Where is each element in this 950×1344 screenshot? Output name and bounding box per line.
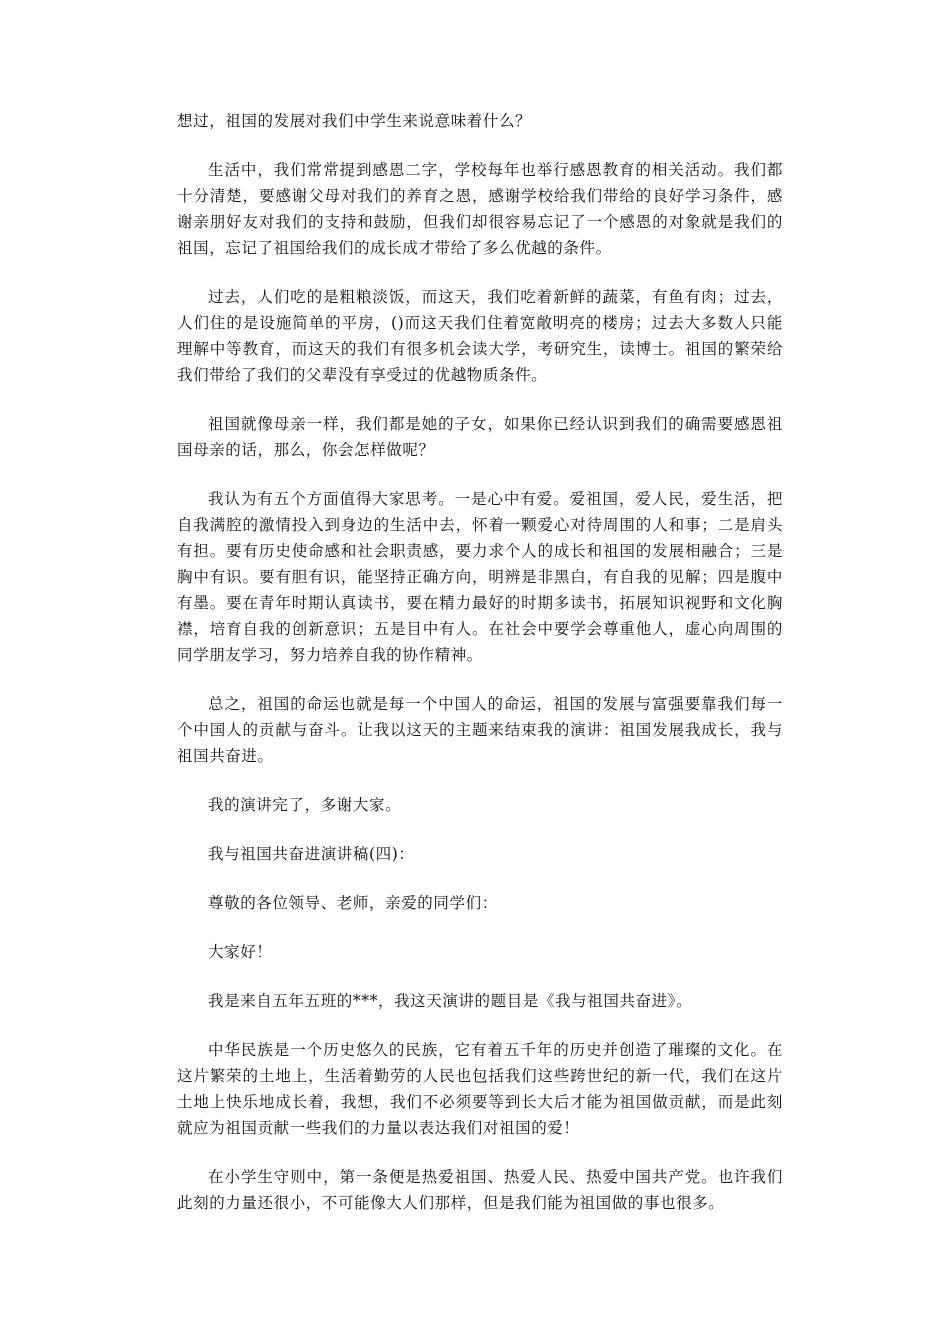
paragraph-1: 想过，祖国的发展对我们中学生来说意味着什么？ <box>177 112 532 130</box>
document-body <box>177 108 783 1239</box>
paragraph-13: 在小学生守则中，第一条便是热爱祖国、热爱人民、热爱中国共产党。也许我们此刻的力量还很小，不可能像大人们那样，但是我们能为祖国做的事也很多。 <box>177 1168 783 1212</box>
salutation: 尊敬的各位领导、老师，亲爱的同学们： <box>208 894 498 912</box>
section-heading: 我与祖国共奋进演讲稿(四)： <box>208 845 415 863</box>
greeting: 大家好！ <box>208 943 273 961</box>
paragraph-introduction: 我是来自五年五班的***，我这天演讲的题目是《我与祖国共奋进》。 <box>208 992 693 1010</box>
paragraph-6: 总之，祖国的命运也就是每一个中国人的命运，祖国的发展与富强要靠我们每一个中国人的贡献与奋斗。让我以这天的主题来结束我的演讲：祖国发展我成长，我与祖国共奋进。 <box>177 695 783 765</box>
paragraph-7: 我的演讲完了，多谢大家。 <box>208 796 402 814</box>
paragraph-3: 过去，人们吃的是粗粮淡饭，而这天，我们吃着新鲜的蔬菜，有鱼有肉；过去，人们住的是设施简单的平房，()而这天我们住着宽敞明亮的楼房；过去大多数人只能理解中等教育，而这天的我们有很多机会读大学，考研究生，读博士。祖国的繁荣给我们带给了我们的父辈没有享受过的优越物质条件。 <box>177 288 783 384</box>
paragraph-4: 祖国就像母亲一样，我们都是她的子女，如果你已经认识到我们的确需要感恩祖国母亲的话，那么，你会怎样做呢？ <box>177 415 783 459</box>
paragraph-12: 中华民族是一个历史悠久的民族，它有着五千年的历史并创造了璀璨的文化。在这片繁荣的土地上，生活着勤劳的人民也包括我们这些跨世纪的新一代，我们在这片土地上快乐地成长着，我想，我们不必须要等到长大后才能为祖国做贡献，而是此刻就应为祖国贡献一些我们的力量以表达我们对祖国的爱！ <box>177 1041 783 1137</box>
paragraph-5: 我认为有五个方面值得大家思考。一是心中有爱。爱祖国，爱人民，爱生活，把自我满腔的激情投入到身边的生活中去，怀着一颗爱心对待周围的人和事；二是肩头有担。要有历史使命感和社会职责感，要力求个人的成长和祖国的发展相融合；三是胸中有识。要有胆有识，能坚持正确方向，明辨是非黑白，有自我的见解；四是腹中有墨。要在青年时期认真读书，要在精力最好的时期多读书，拓展知识视野和文化胸襟，培育自我的创新意识；五是目中有人。在社会中要学会尊重他人，虚心向周围的同学朋友学习，努力培养自我的协作精神。 <box>177 490 783 664</box>
paragraph-2: 生活中，我们常常提到感恩二字，学校每年也举行感恩教育的相关活动。我们都十分清楚，要感谢父母对我们的养育之恩，感谢学校给我们带给的良好学习条件，感谢亲朋好友对我们的支持和鼓励，但我们却很容易忘记了一个感恩的对象就是我们的祖国，忘记了祖国给我们的成长成才带给了多么优越的条件。 <box>177 161 783 257</box>
